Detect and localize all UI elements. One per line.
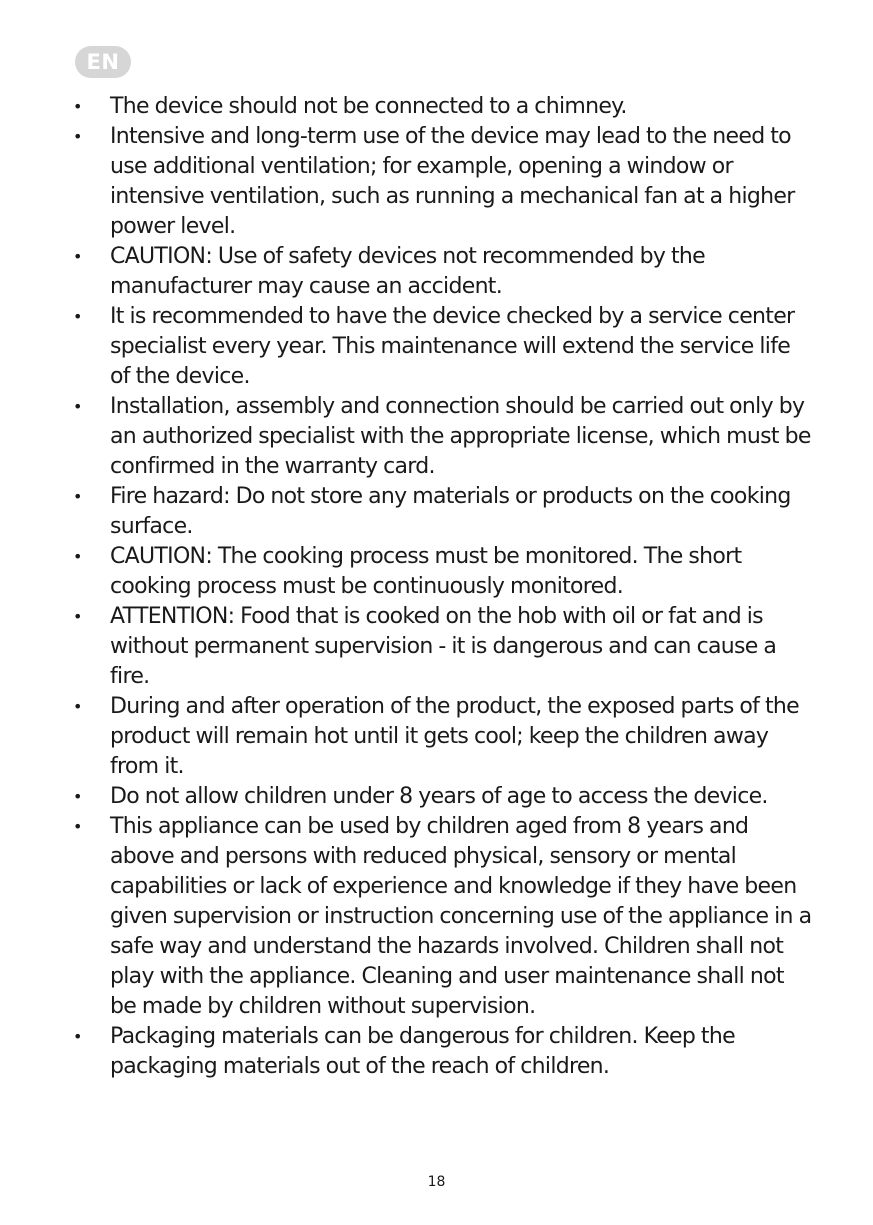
bullet-icon: •: [73, 307, 82, 326]
page-number: 18: [427, 1174, 446, 1190]
list-item-text: It is recommended to have the device checked by a service center specialist every year. This maintenance will extend the service life of the device.: [110, 304, 795, 389]
list-item: [73, 302, 813, 392]
list-item: [73, 692, 813, 782]
bullet-icon: •: [73, 607, 82, 626]
list-item-text: Installation, assembly and connection should be carried out only by an authorized specialist with the appropriate license, which must be confirmed in the warranty card.: [110, 394, 811, 479]
bullet-icon: •: [73, 127, 82, 146]
list-item: [73, 92, 813, 122]
list-item-text: Intensive and long-term use of the device may lead to the need to use additional ventilation; for example, opening a window or intensive ventilation, such as running a mechanical fan at a higher power level.: [110, 124, 795, 239]
list-item-text: Fire hazard: Do not store any materials or products on the cooking surface.: [110, 484, 791, 539]
list-item-text: Packaging materials can be dangerous for children. Keep the packaging materials out of the reach of children.: [110, 1024, 735, 1079]
list-item: [73, 542, 813, 602]
bullet-icon: •: [73, 547, 82, 566]
bullet-icon: •: [73, 487, 82, 506]
list-item: [73, 602, 813, 692]
safety-instructions-list: [73, 92, 813, 1082]
list-item: [73, 482, 813, 542]
bullet-icon: •: [73, 97, 82, 116]
list-item-text: This appliance can be used by children aged from 8 years and above and persons with reduced physical, sensory or mental capabilities or lack of experience and knowledge if they have been given supervision or instruction concerning use of the appliance in a safe way and understand the hazards involved. Children shall not play with the appliance. Cleaning and user maintenance shall not be made by children without supervision.: [110, 814, 812, 1019]
list-item: [73, 392, 813, 482]
language-badge: EN: [75, 46, 131, 78]
bullet-icon: •: [73, 1027, 82, 1046]
bullet-icon: •: [73, 787, 82, 806]
list-item: [73, 242, 813, 302]
list-item-text: ATTENTION: Food that is cooked on the hob with oil or fat and is without permanent supervision - it is dangerous and can cause a fire.: [110, 604, 777, 689]
list-item: [73, 1022, 813, 1082]
bullet-icon: •: [73, 247, 82, 266]
bullet-icon: •: [73, 697, 82, 716]
list-item: [73, 782, 813, 812]
list-item-text: The device should not be connected to a chimney.: [110, 94, 627, 119]
list-item-text: CAUTION: Use of safety devices not recommended by the manufacturer may cause an accident.: [110, 244, 705, 299]
list-item-text: During and after operation of the product, the exposed parts of the product will remain hot until it gets cool; keep the children away from it.: [110, 694, 800, 779]
bullet-icon: •: [73, 817, 82, 836]
list-item: [73, 812, 813, 1022]
list-item: [73, 122, 813, 242]
bullet-icon: •: [73, 397, 82, 416]
list-item-text: CAUTION: The cooking process must be monitored. The short cooking process must be continuously monitored.: [110, 544, 742, 599]
list-item-text: Do not allow children under 8 years of age to access the device.: [110, 784, 768, 809]
